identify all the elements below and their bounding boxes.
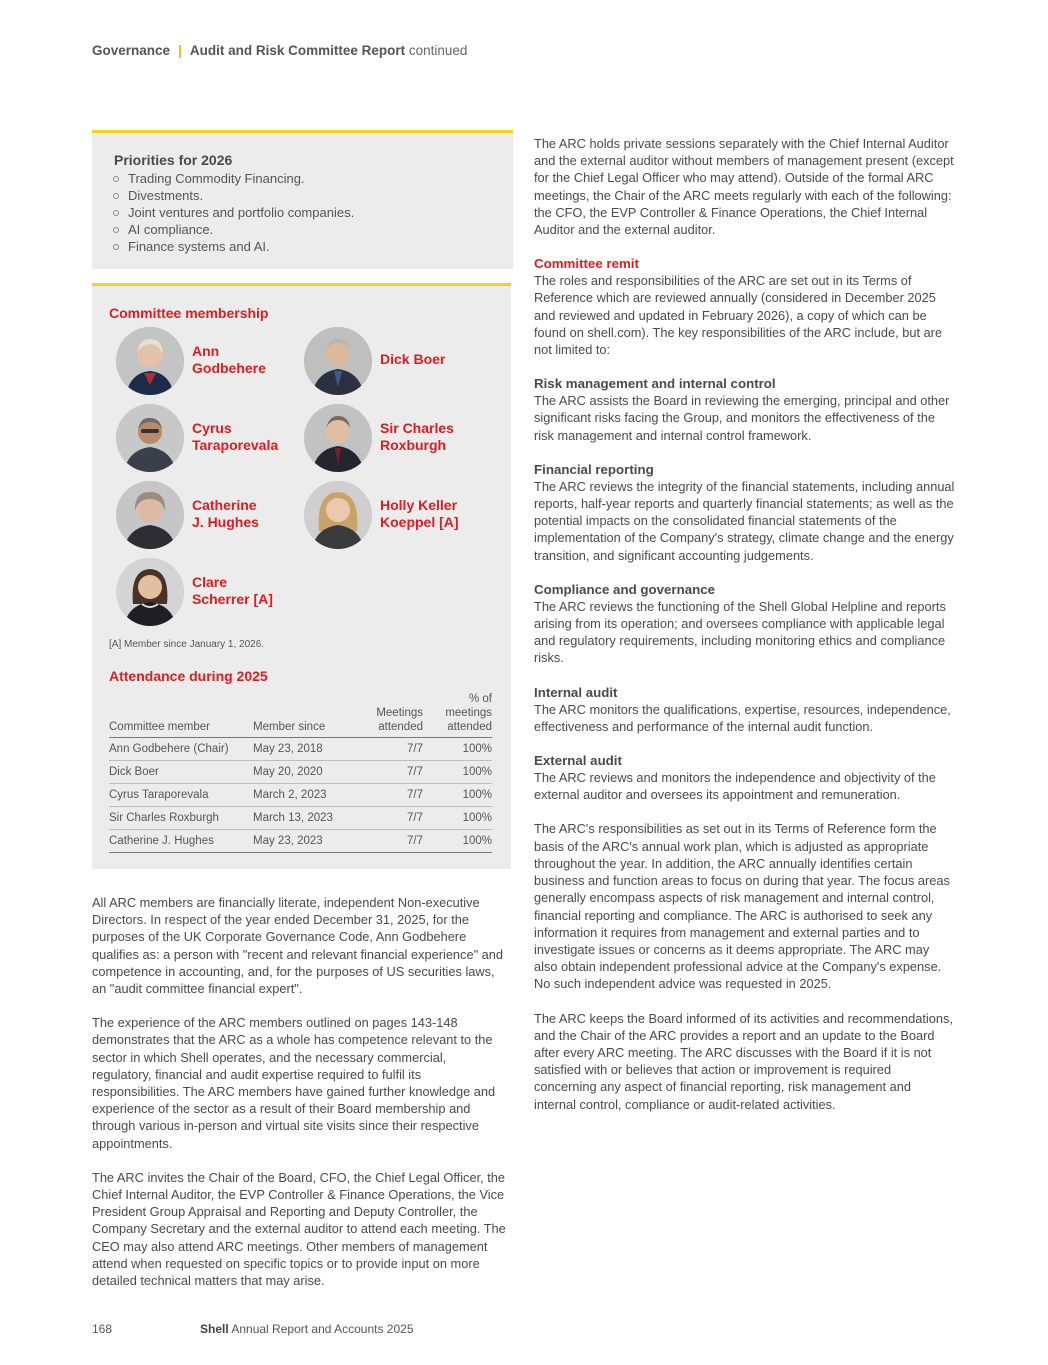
member-name: Catherine J. Hughes: [192, 497, 259, 530]
membership-box: [92, 283, 511, 869]
member-card: [304, 404, 504, 474]
avatar: [116, 481, 184, 549]
cell-pct: 100%: [423, 738, 492, 761]
paragraph: The ARC keeps the Board informed of its activities and recommendations, and the Chair of the ARC provides a report and an update to the Board after every ARC meeting. The ARC discusses with the Board if it is not satisfied with or believes that action or improvement is required concerning any aspect of financial reporting, risk management and internal control, compliance or audit-related activities.: [534, 1010, 953, 1112]
member-card: [116, 327, 316, 397]
header-section: Governance: [92, 43, 171, 58]
priorities-box: [92, 130, 513, 269]
avatar: [304, 481, 372, 549]
cell-since: May 23, 2018: [253, 738, 371, 761]
priorities-list: [112, 170, 354, 255]
paragraph: The ARC reviews the integrity of the financial statements, including annual reports, half-year reports and quarterly financial statements; as well as the potential impacts on the consolidated financial statements of the implementation of the Company's strategy, climate change and the energy transition, and significant accounting judgements.: [534, 478, 955, 563]
avatar: [116, 327, 184, 395]
cell-member: Sir Charles Roxburgh: [109, 807, 253, 830]
member-name: Clare Scherrer [A]: [192, 574, 273, 607]
remit-section: [534, 255, 956, 358]
footer-title: [200, 1322, 414, 1336]
list-item: Trading Commodity Financing.: [112, 170, 354, 187]
paragraph: The ARC holds private sessions separately with the Chief Internal Auditor and the external auditor without members of management present (except for the Chief Legal Officer who may attend). Outside of the formal ARC meetings, the Chair of the ARC meets regularly with each of the following: the CFO, the EVP Controller & Finance Operations, the Chief Internal Auditor and the external auditor.: [534, 136, 954, 238]
right-column-text: [534, 135, 956, 1130]
paragraph: The ARC invites the Chair of the Board, CFO, the Chief Legal Officer, the Chief Internal Auditor, the EVP Controller & Finance Operations, the Vice President Group Appraisal and Reporting and Deputy Controller, the Company Secretary and the external auditor to attend each meeting. The CEO may also attend ARC meetings. Other members of management attend when requested on specific topics or to provide input on more detailed technical matters that may arise.: [92, 1169, 506, 1289]
table-row: [109, 738, 492, 761]
table-row: [109, 807, 492, 830]
paragraph: The ARC monitors the qualifications, expertise, resources, independence, effectiveness and performance of the internal audit function.: [534, 701, 951, 734]
financial-heading: Financial reporting: [534, 461, 654, 477]
membership-title: Committee membership: [109, 305, 269, 321]
cell-pct: 100%: [423, 807, 492, 830]
list-item: Divestments.: [112, 187, 354, 204]
member-card: [116, 558, 316, 628]
list-item: Finance systems and AI.: [112, 238, 354, 255]
cell-pct: 100%: [423, 761, 492, 784]
member-card: [304, 481, 504, 551]
col-header-since: Member since: [253, 692, 371, 738]
risk-heading: Risk management and internal control: [534, 376, 776, 392]
paragraph: The experience of the ARC members outlined on pages 143-148 demonstrates that the ARC as a whole has competence relevant to the sector in which Shell operates, and the necessary commercial, regulatory, financial and audit expertise required to fulfil its responsibilities. The ARC members have gained further knowledge and experience of the sector as a result of their Board membership and through various in-person and virtual site visits since their respective appointments.: [92, 1015, 496, 1151]
cell-member: Ann Godbehere (Chair): [109, 738, 253, 761]
avatar: [116, 558, 184, 626]
table-row: [109, 830, 492, 853]
footer-brand: Shell: [200, 1322, 229, 1336]
priorities-title: Priorities for 2026: [114, 152, 233, 168]
paragraph: The ARC reviews the functioning of the Shell Global Helpline and reports arising from its operation; and oversees compliance with applicable legal and regulatory requirements, including monitoring ethics and compliance risks.: [534, 598, 946, 666]
header-report-title: Audit and Risk Committee Report: [189, 43, 406, 58]
paragraph: The ARC reviews and monitors the independence and objectivity of the external auditor and oversees its appointment and remuneration.: [534, 770, 936, 803]
list-item: Joint ventures and portfolio companies.: [112, 204, 354, 221]
cell-pct: 100%: [423, 830, 492, 853]
risk-section: [534, 375, 956, 444]
member-card: [116, 481, 316, 551]
membership-footnote: [A] Member since January 1, 2026.: [109, 639, 265, 650]
compliance-heading: Compliance and governance: [534, 581, 716, 597]
paragraph: The roles and responsibilities of the ARC are set out in its Terms of Reference which are reviewed annually (considered in December 2025 and reviewed and updated in February 2026), a copy of which can be found on shell.com). The key responsibilities of the ARC include, but are not limited to:: [534, 273, 943, 358]
attendance-table: [109, 692, 492, 853]
cell-meetings: 7/7: [371, 830, 423, 853]
table-header-row: [109, 692, 492, 738]
paragraph: All ARC members are financially literate, independent Non-executive Directors. In respect of the year ended December 31, 2025, for the purposes of the UK Corporate Governance Code, Ann Godbehere qualifies as: a person with "recent and relevant financial experience" and competence in accounting, and, for the purposes of US securities laws, an "audit committee financial expert".: [92, 895, 504, 997]
footer-doc: Annual Report and Accounts 2025: [231, 1322, 414, 1336]
member-card: [116, 404, 316, 474]
table-row: [109, 784, 492, 807]
col-header-meetings: Meetings attended: [371, 692, 423, 738]
col-header-pct: % of meetings attended: [423, 692, 492, 738]
cell-pct: 100%: [423, 784, 492, 807]
member-name: Sir Charles Roxburgh: [380, 420, 454, 453]
table-row: [109, 761, 492, 784]
member-name: Holly Keller Koeppel [A]: [380, 497, 459, 530]
internal-audit-section: [534, 684, 956, 735]
cell-member: Catherine J. Hughes: [109, 830, 253, 853]
internal-audit-heading: Internal audit: [534, 684, 618, 700]
compliance-section: [534, 581, 956, 667]
cell-since: May 23, 2023: [253, 830, 371, 853]
cell-meetings: 7/7: [371, 784, 423, 807]
cell-meetings: 7/7: [371, 807, 423, 830]
member-card: [304, 327, 504, 397]
avatar: [304, 327, 372, 395]
avatar: [304, 404, 372, 472]
member-name: Ann Godbehere: [192, 343, 266, 376]
paragraph: The ARC's responsibilities as set out in its Terms of Reference form the basis of the ARC's annual work plan, which is adjusted as appropriate throughout the year. In addition, the ARC annually identifies certain business and function areas to focus on during that year. The focus areas generally encompass aspects of risk management and internal control, financial reporting and compliance. The ARC is authorised to seek any information it requires from management and external parties and to investigate issues or concerns as it deems appropriate. The ARC may also obtain independent professional advice at the Company's expense. No such independent advice was requested in 2025.: [534, 821, 950, 992]
running-header: [92, 43, 467, 58]
member-name: Cyrus Taraporevala: [192, 420, 279, 453]
header-continued: continued: [408, 43, 468, 58]
external-audit-section: [534, 752, 956, 803]
cell-member: Dick Boer: [109, 761, 253, 784]
list-item: AI compliance.: [112, 221, 354, 238]
member-name: Dick Boer: [380, 351, 446, 367]
cell-since: March 13, 2023: [253, 807, 371, 830]
attendance-title: Attendance during 2025: [109, 668, 268, 684]
cell-member: Cyrus Taraporevala: [109, 784, 253, 807]
cell-meetings: 7/7: [371, 761, 423, 784]
page-number: 168: [92, 1322, 113, 1336]
left-column-text: [92, 894, 506, 1306]
header-separator: |: [178, 43, 182, 58]
cell-meetings: 7/7: [371, 738, 423, 761]
cell-since: May 20, 2020: [253, 761, 371, 784]
paragraph: The ARC assists the Board in reviewing the emerging, principal and other significant risks facing the Group, and monitors the effectiveness of the risk management and internal control framework.: [534, 393, 950, 443]
external-audit-heading: External audit: [534, 753, 622, 769]
col-header-member: Committee member: [109, 692, 253, 738]
avatar: [116, 404, 184, 472]
cell-since: March 2, 2023: [253, 784, 371, 807]
remit-heading: Committee remit: [534, 256, 639, 272]
financial-section: [534, 461, 956, 564]
